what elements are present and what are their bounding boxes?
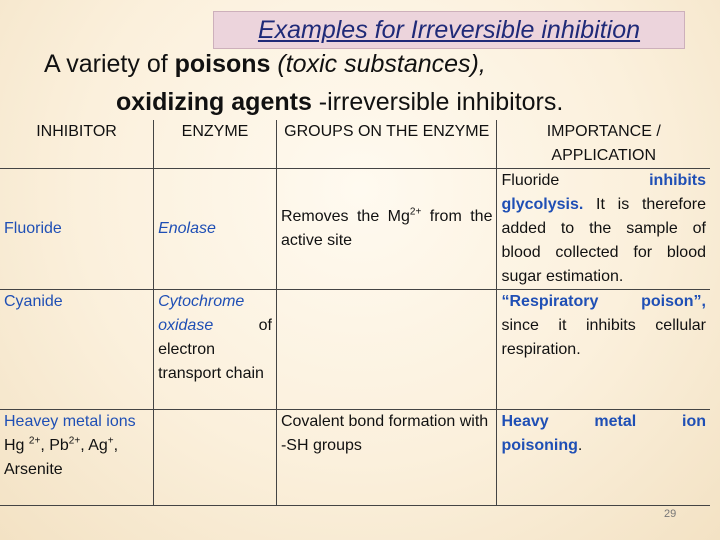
title-box xyxy=(213,11,685,49)
cell-enzyme xyxy=(154,410,277,506)
header-inhibitor: INHIBITOR xyxy=(0,120,154,169)
cell-enzyme: Cytochrome oxidase of electron transport chain xyxy=(154,290,277,410)
inhibition-table xyxy=(0,120,710,506)
cell-inhibitor: Fluoride xyxy=(0,169,154,290)
table-row xyxy=(0,169,710,290)
cell-importance: Fluoride inhibits glycolysis. It is therefore added to the sample of blood collected for blood sugar estimation. xyxy=(497,169,710,290)
cell-inhibitor: Cyanide xyxy=(0,290,154,410)
intro-line-2: oxidizing agents -irreversible inhibitors. xyxy=(116,88,564,116)
table-row xyxy=(0,410,710,506)
header-enzyme: ENZYME xyxy=(154,120,277,169)
intro-line-1: A variety of poisons (toxic substances), xyxy=(44,50,486,78)
cell-importance: Heavy metal ion poisoning. xyxy=(497,410,710,506)
cell-inhibitor: Heavey metal ions Hg $^{2+}$, $Pb^{2+}$, Ag+, Arsenite xyxy=(0,410,154,506)
header-importance: IMPORTANCE / APPLICATION xyxy=(497,120,710,169)
cell-enzyme: Enolase xyxy=(154,169,277,290)
page-number: 29 xyxy=(664,508,677,520)
header-groups: GROUPS ON THE ENZYME xyxy=(276,120,497,169)
cell-groups: Covalent bond formation with -SH groups xyxy=(276,410,497,506)
cell-groups xyxy=(276,290,497,410)
cell-groups: Removes the $Mg^{2+}$ from the active site xyxy=(276,169,497,290)
cell-importance: “Respiratory poison”, since it inhibits cellular respiration. xyxy=(497,290,710,410)
slide-title: Examples for Irreversible inhibition xyxy=(257,15,641,44)
header-row xyxy=(0,120,710,169)
table-row xyxy=(0,290,710,410)
